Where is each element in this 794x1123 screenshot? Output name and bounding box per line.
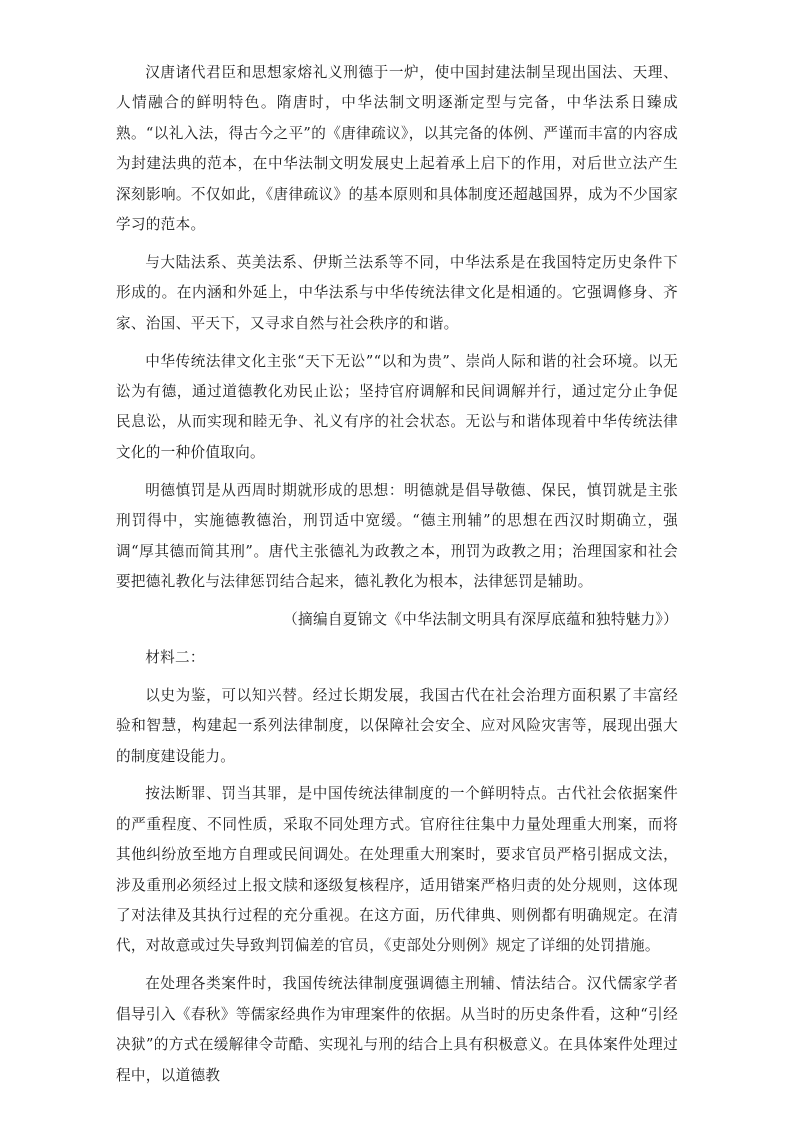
paragraph: 以史为鉴，可以知兴替。经过长期发展，我国古代在社会治理方面积累了丰富经验和智慧，构建起一系列法律制度，以保障社会安全、应对风险灾害等，展现出强大的制度建设能力。 — [116, 686, 678, 765]
paragraph: 汉唐诸代君臣和思想家熔礼义刑德于一炉，使中国封建法制呈现出国法、天理、人情融合的鲜明特色。隋唐时，中华法制文明逐渐定型与完备，中华法系日臻成熟。“以礼入法，得古今之平”的《唐律疏议》，以其完备的体例、严谨而丰富的内容成为封建法典的范本，在中华法制文明发展史上起着承上启下的作用，对后世立法产生深刻影响。不仅如此，《唐律疏议》的基本原则和具体制度还超越国界，成为不少国家学习的范本。 — [116, 64, 678, 234]
source-citation: （摘编自夏锦文《中华法制文明具有深厚底蕴和独特魅力》） — [283, 610, 678, 628]
paragraph: 按法断罪、罚当其罪，是中国传统法律制度的一个鲜明特点。古代社会依据案件的严重程度、不同性质，采取不同处理方式。官府往往集中力量处理重大刑案，而将其他纠纷放至地方自理或民间调处。在处理重大刑案时，要求官员严格引据成文法，涉及重刑必须经过上报文牍和逐级复核程序，适用错案严格归责的处分规则，这体现了对法律及其执行过程的充分重视。在这方面，历代律典、则例都有明确规定。在清代，对故意或过失导致判罚偏差的官员，《吏部处分则例》规定了详细的处罚措施。 — [116, 785, 678, 955]
paragraph: 在处理各类案件时，我国传统法律制度强调德主刑辅、情法结合。汉代儒家学者倡导引入《春秋》等儒家经典作为审理案件的依据。从当时的历史条件看，这种“引经决狱”的方式在缓解律令苛酷、实现礼与刑的结合上具有积极意义。在具体案件处理过程中，以道德教 — [116, 975, 678, 1084]
document-body — [116, 58, 678, 1099]
material-heading: 材料二： — [145, 648, 205, 666]
paragraph: 与大陆法系、英美法系、伊斯兰法系等不同，中华法系是在我国特定历史条件下形成的。在内涵和外延上，中华法系与中华传统法律文化是相通的。它强调修身、齐家、治国、平天下，又寻求自然与社会秩序的和谐。 — [116, 253, 678, 332]
paragraph: 中华传统法律文化主张“天下无讼”“以和为贵”、崇尚人际和谐的社会环境。以无讼为有德，通过道德教化劝民止讼；坚持官府调解和民间调解并行，通过定分止争促民息讼，从而实现和睦无争、礼义有序的社会状态。无讼与和谐体现着中华传统法律文化的一种价值取向。 — [116, 352, 678, 461]
paragraph: 明德慎罚是从西周时期就形成的思想：明德就是倡导敬德、保民，慎罚就是主张刑罚得中，实施德教德治，刑罚适中宽缓。“德主刑辅”的思想在西汉时期确立，强调“厚其德而简其刑”。唐代主张德礼为政教之本，刑罚为政教之用；治理国家和社会要把德礼教化与法律惩罚结合起来，德礼教化为根本，法律惩罚是辅助。 — [116, 481, 678, 590]
